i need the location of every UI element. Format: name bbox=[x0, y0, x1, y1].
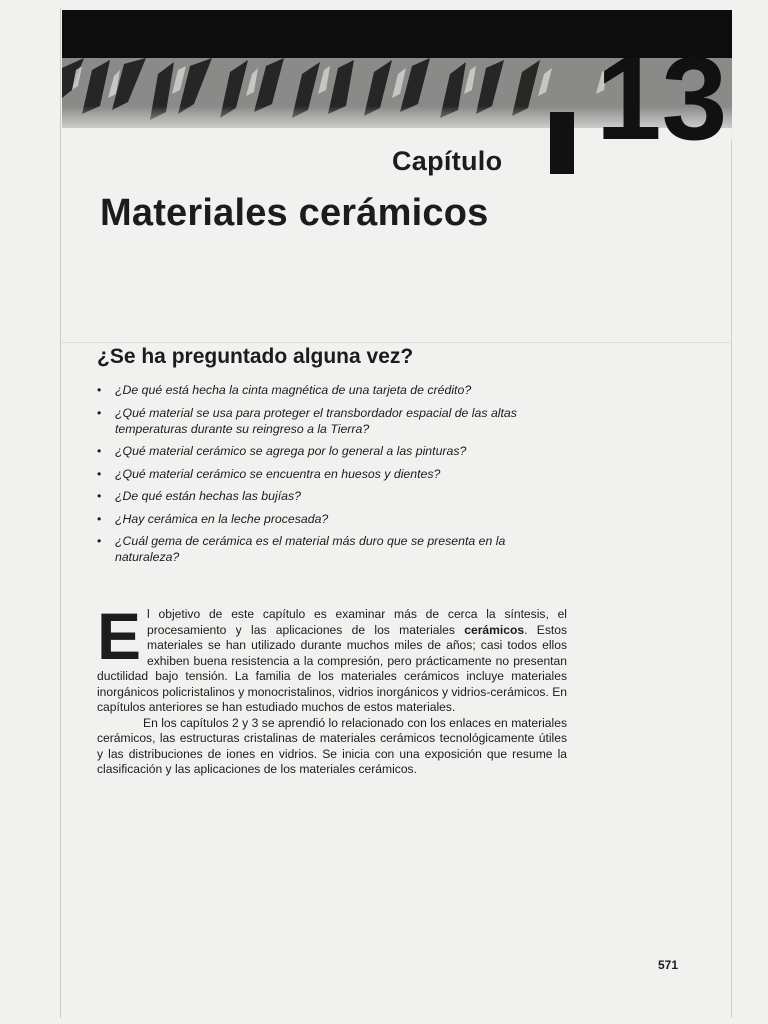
drop-cap: E bbox=[97, 599, 142, 673]
page-number: 571 bbox=[658, 958, 679, 972]
question-item bbox=[97, 533, 557, 565]
question-text: ¿Cuál gema de cerámica es el material más duro que se presenta en la naturaleza? bbox=[115, 534, 506, 564]
intro-keyword: cerámicos bbox=[464, 622, 525, 637]
question-text: ¿Qué material se usa para proteger el transbordador espacial de las altas temperaturas durante su reingreso a la Tierra? bbox=[115, 405, 517, 436]
questions-list bbox=[97, 382, 557, 572]
bullet: • bbox=[97, 489, 102, 503]
chapter-number: 13 bbox=[596, 33, 728, 165]
intro-paragraph-2: En los capítulos 2 y 3 se aprendió lo relacionado con los enlaces en materiales cerámicos, las estructuras cristalinas de materiales cerámicos tecnológicamente útiles y las distribuciones de iones en vidrios. Se inicia con una exposición que resume la clasificación y las aplicaciones de los materiales cerámicos. bbox=[97, 715, 567, 776]
question-text: ¿Qué material cerámico se encuentra en huesos y dientes? bbox=[115, 466, 441, 481]
section-divider bbox=[62, 342, 730, 343]
question-text: ¿Hay cerámica en la leche procesada? bbox=[115, 511, 329, 526]
intro-p1-start: l objetivo de este capítulo es examinar más de cerca la síntesis, el procesamiento y las aplicaciones de los materiales bbox=[147, 607, 567, 637]
page-edge-right bbox=[731, 14, 732, 1018]
question-item bbox=[97, 443, 557, 459]
question-item bbox=[97, 488, 557, 504]
bullet: • bbox=[97, 383, 102, 397]
bullet: • bbox=[97, 511, 102, 526]
bullet: • bbox=[97, 534, 102, 548]
bullet: • bbox=[97, 405, 102, 420]
chapter-label: Capítulo bbox=[392, 146, 503, 176]
question-text: ¿De qué están hechas las bujías? bbox=[115, 489, 301, 503]
chapter-number-bar bbox=[550, 112, 574, 174]
intro-p1-end: . Estos materiales se han utilizado durante muchos miles de años; casi todos ellos exhiben buena resistencia a la compresión, pero prácticamente no presentan ductilidad bajo tensión. La familia de los materiales cerámicos incluye materiales inorgánicos policristalinos y monocristalinos, vidrios inorgánicos y vidrios-cerámicos. En capítulos anteriores se han estudiado muchos de estos materiales. bbox=[97, 622, 568, 714]
question-item bbox=[97, 466, 557, 482]
questions-heading: ¿Se ha preguntado alguna vez? bbox=[97, 345, 414, 368]
question-item bbox=[97, 511, 557, 527]
intro-paragraph-1 bbox=[97, 599, 568, 716]
question-text: ¿Qué material cerámico se agrega por lo general a las pinturas? bbox=[115, 444, 467, 458]
question-item bbox=[97, 405, 557, 437]
question-item bbox=[97, 382, 557, 398]
page-edge-left bbox=[60, 8, 61, 1018]
intro-text bbox=[97, 599, 568, 778]
bullet: • bbox=[97, 444, 102, 458]
bullet: • bbox=[97, 466, 102, 481]
chapter-title: Materiales cerámicos bbox=[100, 192, 489, 234]
question-text: ¿De qué está hecha la cinta magnética de una tarjeta de crédito? bbox=[115, 383, 472, 397]
